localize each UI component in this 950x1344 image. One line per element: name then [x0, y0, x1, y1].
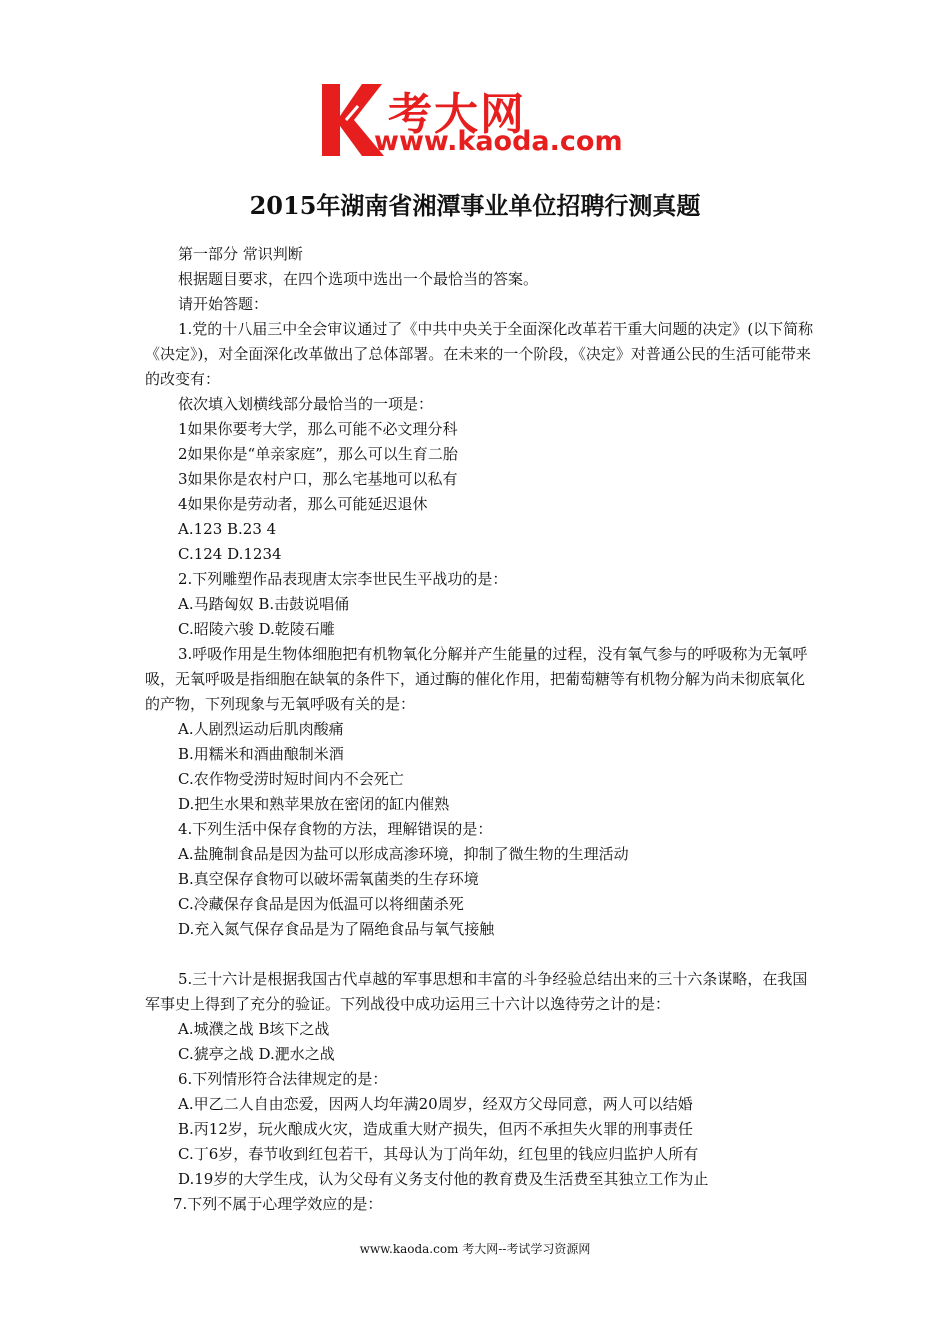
- kaoda-logo: [318, 82, 638, 158]
- option-line: A.123 B.23 4: [178, 520, 277, 538]
- option-line: A.马踏匈奴 B.击鼓说唱俑: [178, 595, 350, 613]
- statement-line: 4如果你是劳动者，那么可能延迟退休: [178, 495, 428, 513]
- option-line: A.甲乙二人自由恋爱，因两人均年满20周岁，经双方父母同意，两人可以结婚: [178, 1095, 693, 1113]
- question-4: 4.下列生活中保存食物的方法，理解错误的是：: [178, 820, 493, 838]
- page-title: 2015年湖南省湘潭事业单位招聘行测真题: [249, 191, 701, 220]
- question-3: 3.呼吸作用是生物体细胞把有机物氧化分解并产生能量的过程，没有氧气参与的呼吸称为无氧呼吸，无氧呼吸是指细胞在缺氧的条件下，通过酶的催化作用，把葡萄糖等有机物分解为尚未彻底氧化的产物，下列现象与无氧呼吸有关的是：: [145, 645, 808, 713]
- statement-line: 2如果你是“单亲家庭”，那么可以生育二胎: [178, 445, 458, 463]
- logo-chinese-text: 考大网: [388, 89, 526, 140]
- option-line: D.把生水果和熟苹果放在密闭的缸内催熟: [178, 795, 450, 813]
- option-line: B.丙12岁，玩火酿成火灾，造成重大财产损失，但丙不承担失火罪的刑事责任: [178, 1120, 693, 1138]
- option-line: A.城濮之战 B垓下之战: [178, 1020, 330, 1038]
- option-line: C.农作物受涝时短时间内不会死亡: [178, 770, 404, 788]
- logo-url-text: www.kaoda.com: [374, 126, 623, 157]
- option-line: C.冷藏保存食品是因为低温可以将细菌杀死: [178, 895, 464, 913]
- statement-line: 1如果你要考大学，那么可能不必文理分科: [178, 420, 458, 438]
- section-heading: 第一部分 常识判断: [178, 245, 303, 263]
- option-line: C.124 D.1234: [178, 545, 282, 563]
- question-7: 7.下列不属于心理学效应的是：: [173, 1195, 383, 1213]
- question-6: 6.下列情形符合法律规定的是：: [178, 1070, 388, 1088]
- instruction-line: 根据题目要求，在四个选项中选出一个最恰当的答案。: [178, 270, 539, 288]
- question-line: 依次填入划横线部分最恰当的一项是：: [178, 395, 434, 413]
- document-body: [145, 242, 815, 1217]
- page-footer: www.kaoda.com 考大网--考试学习资源网: [359, 1242, 591, 1256]
- option-line: B.用糯米和酒曲酿制米酒: [178, 745, 344, 763]
- instruction-line: 请开始答题：: [178, 295, 269, 313]
- option-line: D.充入氮气保存食品是为了隔绝食品与氧气接触: [178, 920, 495, 938]
- question-5: 5.三十六计是根据我国古代卓越的军事思想和丰富的斗争经验总结出来的三十六条谋略，在我国军事史上得到了充分的验证。下列战役中成功运用三十六计以逸待劳之计的是：: [145, 970, 808, 1013]
- question-1: 1.党的十八届三中全会审议通过了《中共中央关于全面深化改革若干重大问题的决定》(以下简称《决定》)，对全面深化改革做出了总体部署。在未来的一个阶段，《决定》对普通公民的生活可能带来的改变有：: [145, 320, 814, 388]
- option-line: A.盐腌制食品是因为盐可以形成高渗环境，抑制了微生物的生理活动: [178, 845, 629, 863]
- option-line: A.人剧烈运动后肌肉酸痛: [178, 720, 344, 738]
- option-line: C.猇亭之战 D.淝水之战: [178, 1045, 335, 1063]
- statement-line: 3如果你是农村户口，那么宅基地可以私有: [178, 470, 458, 488]
- question-2: 2.下列雕塑作品表现唐太宗李世民生平战功的是：: [178, 570, 508, 588]
- option-line: D.19岁的大学生戌，认为父母有义务支付他的教育费及生活费至其独立工作为止: [178, 1170, 709, 1188]
- option-line: B.真空保存食物可以破坏需氧菌类的生存环境: [178, 870, 479, 888]
- blank-line: [145, 942, 815, 967]
- option-line: C.昭陵六骏 D.乾陵石雕: [178, 620, 335, 638]
- option-line: C.丁6岁，春节收到红包若干，其母认为丁尚年幼，红包里的钱应归监护人所有: [178, 1145, 699, 1163]
